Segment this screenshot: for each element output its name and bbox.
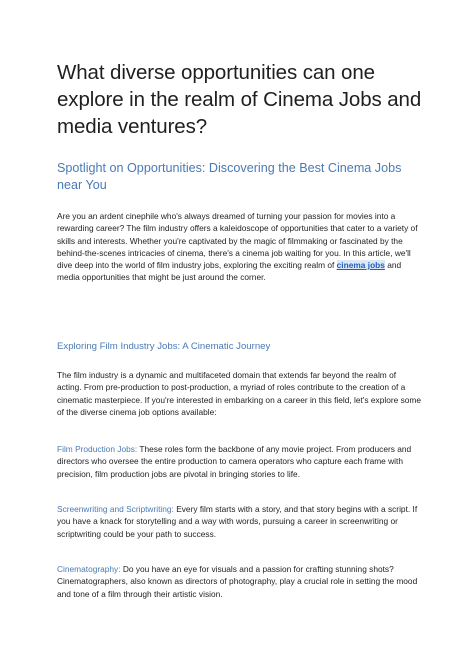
cinema-jobs-link[interactable]: cinema jobs xyxy=(336,260,385,270)
intro-paragraph xyxy=(57,210,422,284)
item-label: Screenwriting and Scriptwriting: xyxy=(57,504,174,514)
item-screenwriting xyxy=(57,503,422,540)
page-subtitle: Spotlight on Opportunities: Discovering the Best Cinema Jobs near You xyxy=(57,161,402,192)
intro-text-before-link: Are you an ardent cinephile who's always dreamed of turning your passion for movies into a rewarding career? The film industry offers a kaleidoscope of opportunities that cater to a variety of skills and interests. Whether you're captivated by the magic of filmmaking or fascinated by the behind-the-scenes intricacies of cinema, there's a cinema job waiting for you. In this article, we'll dive deep into the world of film industry jobs, exploring the exciting realm of xyxy=(57,211,418,270)
item-text: Do you have an eye for visuals and a passion for crafting stunning shots? Cinematographers, also known as directors of photography, play a crucial role in setting the mood and tone of a film through their artistic vision. xyxy=(57,564,418,599)
item-film-production xyxy=(57,443,422,480)
item-label: Film Production Jobs: xyxy=(57,444,138,454)
section-intro-paragraph: The film industry is a dynamic and multifaceted domain that extends far beyond the realm of acting. From pre-production to post-production, a myriad of roles contribute to the creation of a cinematic masterpiece. If you're interested in embarking on a career in this field, let's explore some of the diverse cinema job options available: xyxy=(57,370,421,417)
item-text: Every film starts with a story, and that story begins with a script. If you have a knack for storytelling and a way with words, pursuing a career in screenwriting or scriptwriting could be your path to success. xyxy=(57,504,418,539)
item-label: Cinematography: xyxy=(57,564,121,574)
intro-text-after-link: and media opportunities that might be just around the corner. xyxy=(57,260,402,283)
item-cinematography xyxy=(57,563,422,600)
item-text: These roles form the backbone of any movie project. From producers and directors who oversee the entire production to camera operators who capture each frame with precision, film production jobs are pivotal in bringing stories to life. xyxy=(57,444,412,479)
section-heading: Exploring Film Industry Jobs: A Cinematic Journey xyxy=(57,341,271,352)
page-title: What diverse opportunities can one explore in the realm of Cinema Jobs and media ventures? xyxy=(57,61,422,138)
